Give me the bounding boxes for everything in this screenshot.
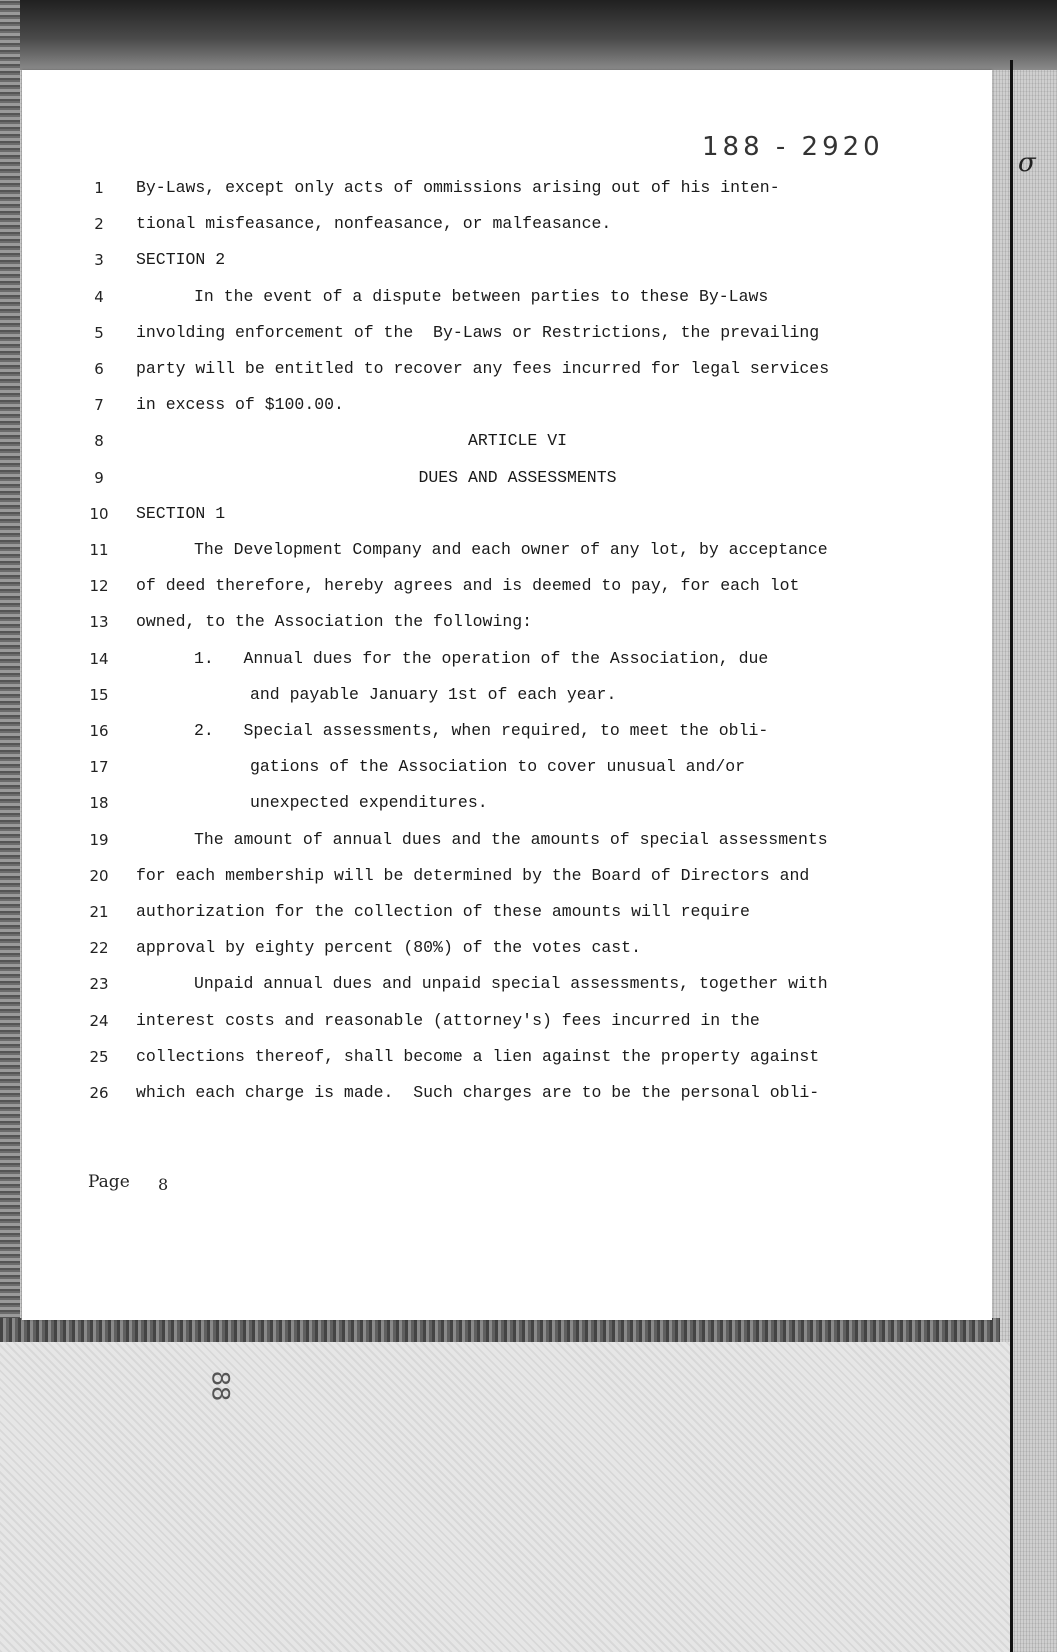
line-text: 1. Annual dues for the operation of the Association, due [194, 648, 769, 668]
line-number: 12 [89, 577, 109, 596]
line-number: 26 [89, 1084, 109, 1102]
line-text: SECTION 1 [136, 503, 226, 523]
scan-right-rule [1010, 60, 1013, 1652]
line-number: 16 [89, 722, 109, 740]
line-number: 1 [94, 179, 104, 197]
document-number: 188 - 2920 [702, 132, 884, 162]
line-text: 2. Special assessments, when required, to meet the obli- [194, 721, 769, 740]
line-text: The Development Company and each owner of any lot, by acceptance [194, 540, 828, 559]
line-number: 21 [89, 903, 109, 921]
line-text: of deed therefore, hereby agrees and is deemed to pay, for each lot [136, 576, 800, 596]
line-text: and payable January 1st of each year. [250, 684, 617, 704]
line-text: tional misfeasance, nonfeasance, or malfeasance. [136, 214, 612, 234]
line-number: 18 [89, 794, 109, 813]
section-heading: ARTICLE VI [467, 431, 568, 451]
line-text: in excess of $100.00. [136, 395, 344, 415]
line-number: 7 [94, 396, 104, 415]
section-heading: DUES AND ASSESSMENTS [418, 467, 617, 487]
line-number: 3 [94, 251, 104, 270]
line-number: 22 [89, 939, 109, 958]
line-text: SECTION 2 [136, 250, 226, 270]
line-number: 14 [89, 649, 109, 668]
line-number: 15 [89, 685, 109, 704]
line-number: 23 [89, 975, 109, 994]
line-text: interest costs and reasonable (attorney's) fees incurred in the [136, 1010, 760, 1030]
line-number: 10 [89, 504, 109, 523]
scan-left-edge [0, 0, 20, 1340]
line-text: In the event of a dispute between parties to these By-Laws [194, 286, 769, 306]
line-number: 17 [89, 758, 109, 777]
line-number: 4 [94, 287, 104, 306]
line-text: gations of the Association to cover unusual and/or [250, 757, 746, 777]
line-number: 20 [89, 866, 109, 885]
line-text: involding enforcement of the By-Laws or Restrictions, the prevailing [136, 322, 820, 342]
line-number: 11 [89, 541, 109, 559]
scan-top-edge [0, 0, 1057, 70]
scan-bottom-edge [0, 1318, 1000, 1342]
line-number: 25 [89, 1047, 109, 1066]
line-number: 6 [94, 360, 104, 378]
line-text: authorization for the collection of these amounts will require [136, 902, 750, 921]
stray-mark: 88 [206, 1370, 235, 1402]
scan-lower-area [0, 1342, 1010, 1652]
line-number: 8 [94, 432, 104, 451]
line-text: party will be entitled to recover any fees incurred for legal services [136, 359, 830, 378]
line-text: for each membership will be determined by the Board of Directors and [136, 865, 810, 885]
line-number: 13 [89, 613, 109, 632]
line-text: The amount of annual dues and the amounts of special assessments [194, 829, 828, 849]
line-number: 5 [94, 323, 104, 342]
line-text: approval by eighty percent (80%) of the votes cast. [136, 938, 641, 958]
line-text: which each charge is made. Such charges are to be the personal obli- [136, 1083, 820, 1102]
line-number: 9 [94, 468, 104, 487]
line-number: 24 [89, 1011, 109, 1030]
line-number: 19 [89, 830, 109, 849]
line-text: collections thereof, shall become a lien against the property against [136, 1046, 820, 1066]
line-text: By-Laws, except only acts of ommissions arising out of his inten- [136, 178, 780, 197]
margin-mark: σ [1018, 148, 1036, 178]
page-number: 8 [158, 1175, 169, 1194]
page-label: Page [88, 1172, 130, 1192]
line-text: owned, to the Association the following: [136, 612, 533, 632]
line-text: Unpaid annual dues and unpaid special assessments, together with [194, 974, 828, 994]
line-number: 2 [94, 215, 104, 234]
line-text: unexpected expenditures. [250, 793, 488, 813]
